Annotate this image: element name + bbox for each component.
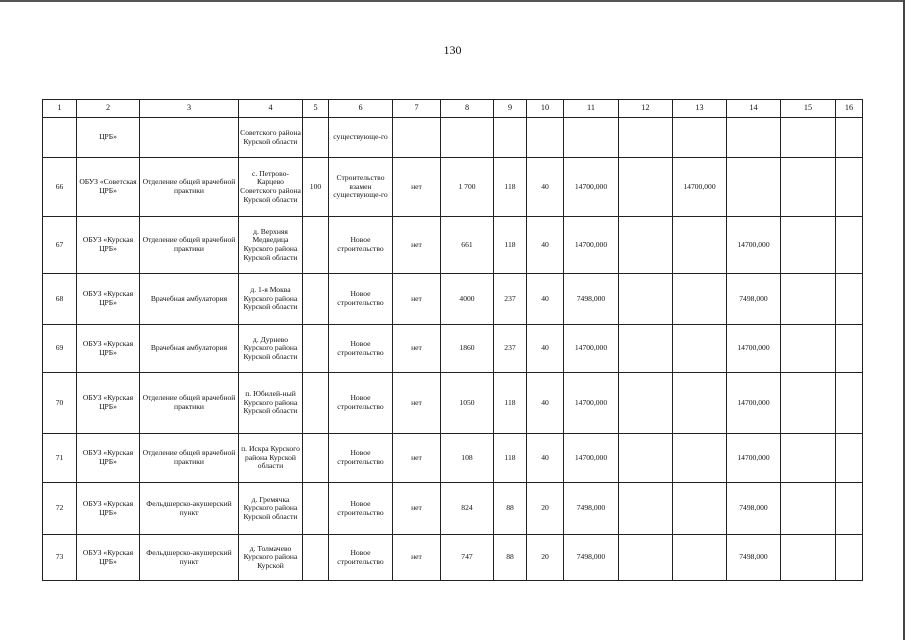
table-cell-col-10: 40 (527, 325, 564, 373)
table-cell-col-6: Новое строительство (329, 535, 393, 581)
table-cell-col-12 (619, 274, 673, 325)
table-row (43, 118, 863, 158)
table-cell-col-4: Советского района Курской области (239, 118, 303, 158)
table-cell-col-10: 40 (527, 373, 564, 434)
table-cell-col-4: п. Искра Курского района Курской области (239, 434, 303, 483)
table-cell-col-1: 67 (43, 217, 77, 274)
table-header-row (43, 100, 863, 118)
table-cell-col-12 (619, 434, 673, 483)
table-cell-col-8: 8 (441, 100, 494, 118)
table-row (43, 434, 863, 483)
table-row (43, 217, 863, 274)
table-cell-col-5 (303, 434, 329, 483)
table-cell-col-12 (619, 158, 673, 217)
table-cell-col-12 (619, 217, 673, 274)
table-cell-col-12 (619, 483, 673, 535)
table-cell-col-16 (836, 535, 863, 581)
table-cell-col-5 (303, 483, 329, 535)
table-cell-col-10: 40 (527, 217, 564, 274)
page-number: 130 (443, 43, 462, 57)
table-cell-col-6: Новое строительство (329, 373, 393, 434)
table-cell-col-6: Новое строительство (329, 217, 393, 274)
table-cell-col-9: 237 (494, 325, 527, 373)
table-cell-col-4: д. 1-я Моква Курского района Курской области (239, 274, 303, 325)
table-cell-col-6: Новое строительство (329, 434, 393, 483)
table-cell-col-10 (527, 118, 564, 158)
table-cell-col-16 (836, 325, 863, 373)
table-cell-col-2: ОБУЗ «Курская ЦРБ» (77, 434, 140, 483)
table-cell-col-10: 20 (527, 483, 564, 535)
table-cell-col-9: 118 (494, 158, 527, 217)
table-cell-col-16 (836, 158, 863, 217)
table-cell-col-16 (836, 274, 863, 325)
table-cell-col-1 (43, 118, 77, 158)
table-cell-col-7: нет (393, 158, 441, 217)
table-cell-col-7: нет (393, 373, 441, 434)
table-cell-col-10: 10 (527, 100, 564, 118)
table-cell-col-10: 40 (527, 158, 564, 217)
table-cell-col-5 (303, 217, 329, 274)
table-cell-col-4: д. Гремячка Курского района Курской области (239, 483, 303, 535)
table-cell-col-11: 14700,000 (564, 325, 619, 373)
table-cell-col-15 (781, 118, 836, 158)
table-cell-col-7: нет (393, 434, 441, 483)
table-cell-col-12 (619, 535, 673, 581)
table-cell-col-8: 108 (441, 434, 494, 483)
table-cell-col-14: 14700,000 (727, 325, 781, 373)
table-cell-col-7: нет (393, 325, 441, 373)
table-cell-col-9: 118 (494, 434, 527, 483)
table-cell-col-16 (836, 217, 863, 274)
table-cell-col-15 (781, 158, 836, 217)
table-cell-col-2: ОБУЗ «Курская ЦРБ» (77, 325, 140, 373)
table-cell-col-11: 14700,000 (564, 217, 619, 274)
table-cell-col-15 (781, 373, 836, 434)
table-cell-col-2: ЦРБ» (77, 118, 140, 158)
table-cell-col-7: нет (393, 274, 441, 325)
table-cell-col-14: 14700,000 (727, 217, 781, 274)
table-cell-col-2: ОБУЗ «Курская ЦРБ» (77, 373, 140, 434)
table-cell-col-6: 6 (329, 100, 393, 118)
table-cell-col-6: Новое строительство (329, 483, 393, 535)
table-cell-col-15 (781, 217, 836, 274)
table-cell-col-15 (781, 325, 836, 373)
table-cell-col-13 (673, 217, 727, 274)
table-row (43, 483, 863, 535)
table-cell-col-14: 7498,000 (727, 535, 781, 581)
table-cell-col-13 (673, 118, 727, 158)
table-cell-col-3: Отделение общей врачебной практики (140, 434, 239, 483)
table-row (43, 274, 863, 325)
table-cell-col-13 (673, 325, 727, 373)
table-cell-col-5: 5 (303, 100, 329, 118)
table-cell-col-3: Врачебная амбулатория (140, 274, 239, 325)
table-cell-col-9: 88 (494, 483, 527, 535)
table-cell-col-1: 70 (43, 373, 77, 434)
table-cell-col-11 (564, 118, 619, 158)
table-cell-col-5: 100 (303, 158, 329, 217)
table-cell-col-15 (781, 535, 836, 581)
table-cell-col-13 (673, 373, 727, 434)
table-cell-col-5 (303, 325, 329, 373)
table-cell-col-6: Новое строительство (329, 325, 393, 373)
table-cell-col-8: 824 (441, 483, 494, 535)
table-cell-col-13: 13 (673, 100, 727, 118)
table-cell-col-4: д. Толмачево Курского района Курской (239, 535, 303, 581)
table-cell-col-16 (836, 483, 863, 535)
table-cell-col-12 (619, 325, 673, 373)
table-cell-col-12 (619, 373, 673, 434)
table-cell-col-9 (494, 118, 527, 158)
table-cell-col-3: Отделение общей врачебной практики (140, 158, 239, 217)
table-row (43, 158, 863, 217)
table-cell-col-1: 1 (43, 100, 77, 118)
table-cell-col-8: 4000 (441, 274, 494, 325)
table-cell-col-1: 68 (43, 274, 77, 325)
table-cell-col-1: 73 (43, 535, 77, 581)
table-cell-col-16 (836, 434, 863, 483)
table-cell-col-11: 7498,000 (564, 483, 619, 535)
data-table (42, 99, 863, 581)
table-cell-col-5 (303, 535, 329, 581)
table-cell-col-11: 7498,000 (564, 274, 619, 325)
table-cell-col-8: 1860 (441, 325, 494, 373)
table-cell-col-14: 7498,000 (727, 483, 781, 535)
table-cell-col-2: ОБУЗ «Курская ЦРБ» (77, 535, 140, 581)
table-cell-col-12: 12 (619, 100, 673, 118)
table-cell-col-11: 14700,000 (564, 158, 619, 217)
table-cell-col-5 (303, 118, 329, 158)
table-cell-col-14 (727, 118, 781, 158)
table-cell-col-8: 661 (441, 217, 494, 274)
table-cell-col-7: нет (393, 535, 441, 581)
table-cell-col-9: 9 (494, 100, 527, 118)
table-cell-col-2: ОБУЗ «Советская ЦРБ» (77, 158, 140, 217)
table-cell-col-13: 14700,000 (673, 158, 727, 217)
table-cell-col-2: ОБУЗ «Курская ЦРБ» (77, 483, 140, 535)
table-cell-col-14 (727, 158, 781, 217)
table-cell-col-2: ОБУЗ «Курская ЦРБ» (77, 217, 140, 274)
table-cell-col-4: д. Дурнево Курского района Курской области (239, 325, 303, 373)
table-cell-col-7 (393, 118, 441, 158)
table-cell-col-8: 1050 (441, 373, 494, 434)
table-cell-col-3: Отделение общей врачебной практики (140, 373, 239, 434)
table-cell-col-15 (781, 483, 836, 535)
table-cell-col-16: 16 (836, 100, 863, 118)
table-cell-col-10: 40 (527, 274, 564, 325)
table-cell-col-6: Строительство взамен существующе-го (329, 158, 393, 217)
table-cell-col-14: 14700,000 (727, 373, 781, 434)
table-cell-col-11: 14700,000 (564, 434, 619, 483)
table-cell-col-2: ОБУЗ «Курская ЦРБ» (77, 274, 140, 325)
table-cell-col-10: 20 (527, 535, 564, 581)
table-cell-col-13 (673, 434, 727, 483)
table-cell-col-3: Фельдшерско-акушерский пункт (140, 483, 239, 535)
table-cell-col-1: 71 (43, 434, 77, 483)
table-cell-col-16 (836, 118, 863, 158)
table-cell-col-7: нет (393, 483, 441, 535)
table-cell-col-16 (836, 373, 863, 434)
table-cell-col-5 (303, 373, 329, 434)
table-cell-col-3: Отделение общей врачебной практики (140, 217, 239, 274)
table-cell-col-1: 66 (43, 158, 77, 217)
table-cell-col-3 (140, 118, 239, 158)
table-cell-col-13 (673, 274, 727, 325)
table-cell-col-14: 14 (727, 100, 781, 118)
table-cell-col-9: 237 (494, 274, 527, 325)
table-cell-col-3: Фельдшерско-акушерский пункт (140, 535, 239, 581)
table-cell-col-3: Врачебная амбулатория (140, 325, 239, 373)
table-row (43, 535, 863, 581)
table-cell-col-11: 11 (564, 100, 619, 118)
table-row (43, 373, 863, 434)
table-cell-col-4: 4 (239, 100, 303, 118)
table-cell-col-8: 1 700 (441, 158, 494, 217)
table-cell-col-5 (303, 274, 329, 325)
table-cell-col-7: нет (393, 217, 441, 274)
table-cell-col-6: существующе-го (329, 118, 393, 158)
table-cell-col-13 (673, 483, 727, 535)
table-cell-col-11: 7498,000 (564, 535, 619, 581)
table-cell-col-11: 14700,000 (564, 373, 619, 434)
table-cell-col-9: 88 (494, 535, 527, 581)
table-cell-col-1: 72 (43, 483, 77, 535)
table-cell-col-9: 118 (494, 217, 527, 274)
table-cell-col-13 (673, 535, 727, 581)
table-cell-col-8 (441, 118, 494, 158)
table-cell-col-2: 2 (77, 100, 140, 118)
table-cell-col-15 (781, 434, 836, 483)
table-cell-col-12 (619, 118, 673, 158)
table-cell-col-3: 3 (140, 100, 239, 118)
table-cell-col-14: 7498,000 (727, 274, 781, 325)
table-cell-col-15: 15 (781, 100, 836, 118)
table-cell-col-7: 7 (393, 100, 441, 118)
table-cell-col-4: п. Юбилей-ный Курского района Курской области (239, 373, 303, 434)
table-cell-col-4: с. Петрово-Карцево Советского района Курской области (239, 158, 303, 217)
table-row (43, 325, 863, 373)
table-cell-col-10: 40 (527, 434, 564, 483)
table-cell-col-8: 747 (441, 535, 494, 581)
table-cell-col-14: 14700,000 (727, 434, 781, 483)
table-cell-col-1: 69 (43, 325, 77, 373)
table-cell-col-9: 118 (494, 373, 527, 434)
table-cell-col-4: д. Верхняя Медведица Курского района Курской области (239, 217, 303, 274)
table-cell-col-15 (781, 274, 836, 325)
scan-border-top (0, 0, 905, 2)
table-cell-col-6: Новое строительство (329, 274, 393, 325)
